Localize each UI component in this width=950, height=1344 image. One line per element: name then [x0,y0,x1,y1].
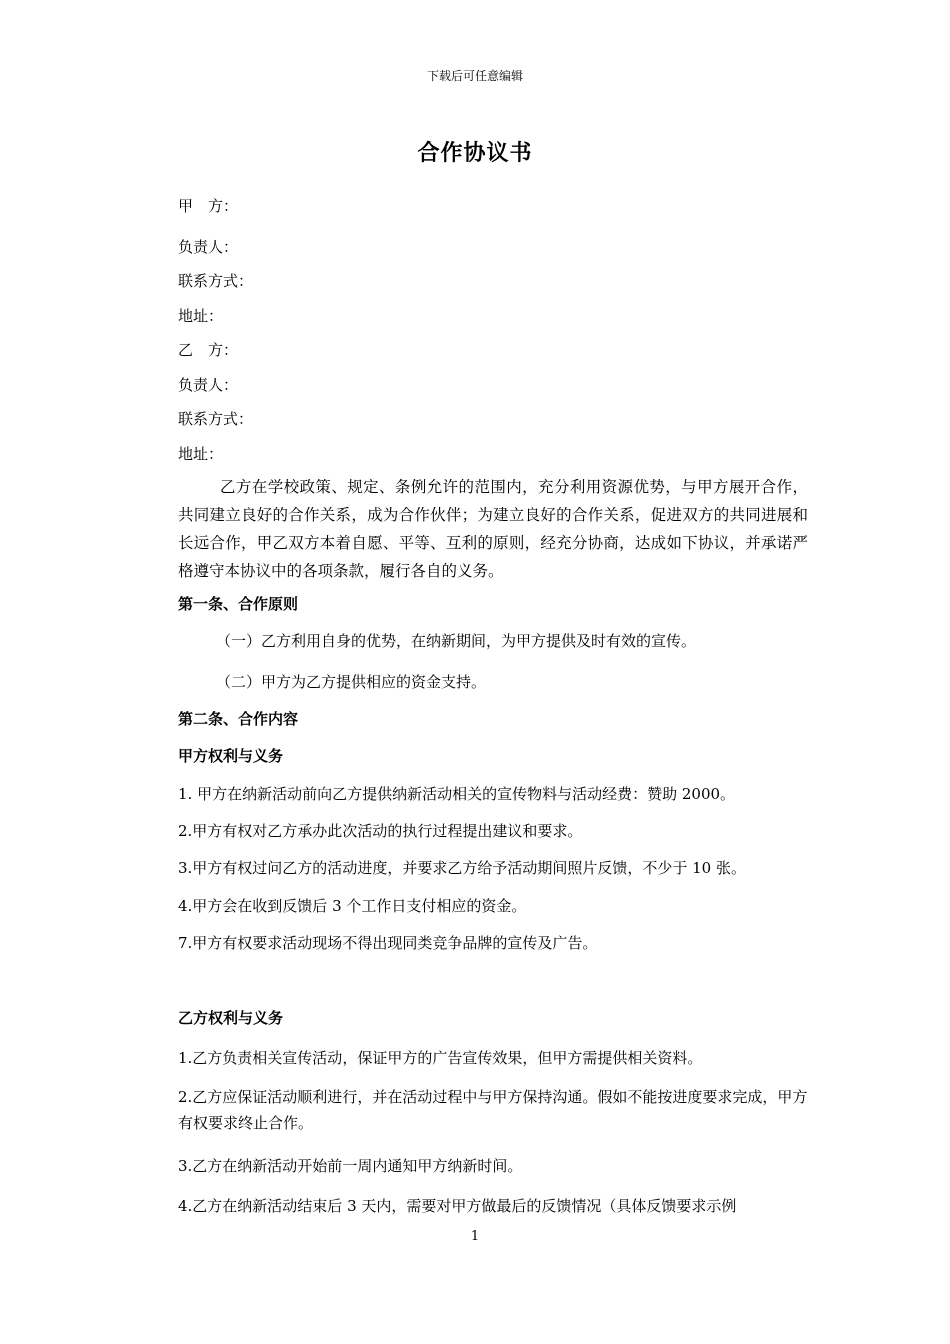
party-b-address: 地址： [178,445,224,463]
party-b-item: 1.乙方负责相关宣传活动，保证甲方的广告宣传效果，但甲方需提供相关资料。 [178,1049,703,1067]
party-b-contact-person: 负责人： [178,376,239,394]
article2-heading: 第二条、合作内容 [178,710,299,728]
article1-heading: 第一条、合作原则 [178,595,299,613]
party-a-contact-method: 联系方式： [178,272,254,290]
party-a-item: 1. 甲方在纳新活动前向乙方提供纳新活动相关的宣传物料与活动经费：赞助 2000。 [178,785,736,803]
party-a-label: 甲 方： [178,197,239,215]
party-a-contact-person: 负责人： [178,238,239,256]
page-header: 下载后可任意编辑 [426,69,523,83]
party-b-label: 乙 方： [178,341,239,359]
party-b-contact-method: 联系方式： [178,410,254,428]
party-a-rights-heading: 甲方权利与义务 [178,747,284,765]
party-a-address: 地址： [178,307,224,325]
party-b-rights-heading: 乙方权利与义务 [178,1009,284,1027]
party-a-item: 3.甲方有权过问乙方的活动进度，并要求乙方给予活动期间照片反馈，不少于 10 张。 [178,859,746,877]
intro-paragraph: 乙方在学校政策、规定、条例允许的范围内，充分利用资源优势，与甲方展开合作，共同建立良好的合作关系，成为合作伙伴；为建立良好的合作关系，促进双方的共同进展和长远合作，甲乙双方本着自愿、平等、互利的原则，经充分协商，达成如下协议，并承诺严格遵守本协议中的各项条款，履行各自的义务。 [178,478,808,580]
party-b-item: 3.乙方在纳新活动开始前一周内通知甲方纳新时间。 [178,1157,523,1175]
article1-item: （一）乙方利用自身的优势，在纳新期间，为甲方提供及时有效的宣传。 [216,632,697,650]
party-a-item: 2.甲方有权对乙方承办此次活动的执行过程提出建议和要求。 [178,822,583,840]
party-b-item: 4.乙方在纳新活动结束后 3 天内，需要对甲方做最后的反馈情况（具体反馈要求示例 [178,1197,737,1215]
party-a-item: 7.甲方有权要求活动现场不得出现同类竞争品牌的宣传及广告。 [178,934,598,952]
page-number: 1 [470,1229,480,1244]
party-a-item: 4.甲方会在收到反馈后 3 个工作日支付相应的资金。 [178,897,527,915]
article1-item: （二）甲方为乙方提供相应的资金支持。 [216,673,487,691]
party-b-item: 2.乙方应保证活动顺利进行，并在活动过程中与甲方保持沟通。假如不能按进度要求完成，甲方有权要求终止合作。 [178,1088,808,1132]
document-title: 合作协议书 [417,141,533,166]
